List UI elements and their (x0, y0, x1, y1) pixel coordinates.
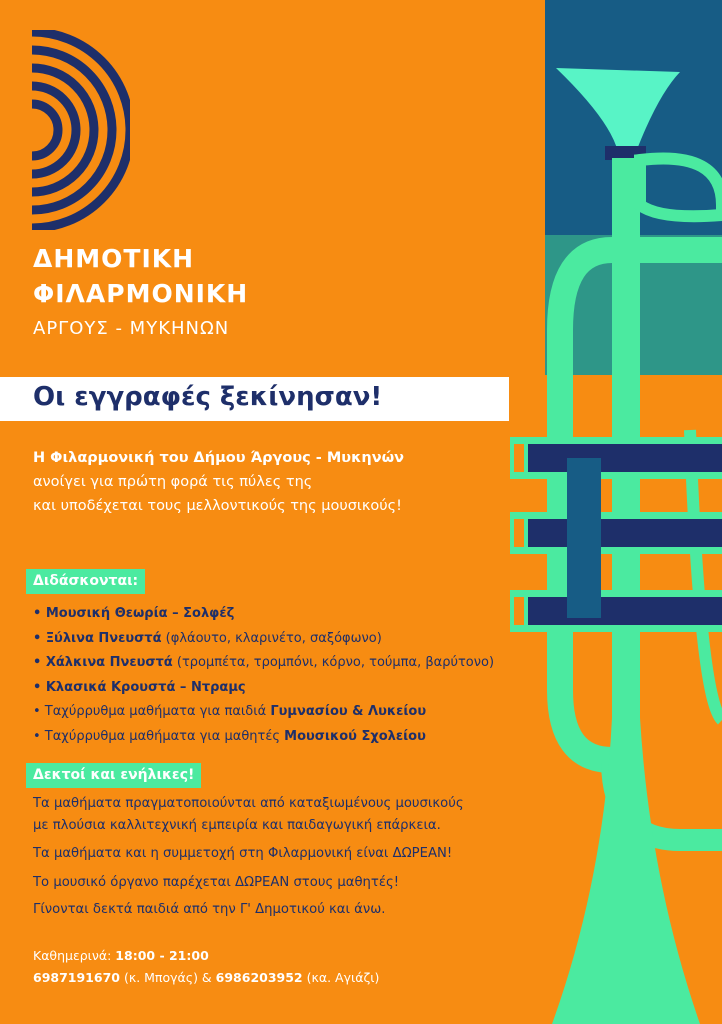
list-item: • Κλασικά Κρουστά – Ντραμς (33, 679, 246, 695)
list-item: • Ταχύρρυθμα μαθήματα για μαθητές Μουσικού Σχολείου (33, 728, 426, 744)
accepted-line: Γίνονται δεκτά παιδιά από την Γ' Δημοτικού και άνω. (33, 902, 386, 917)
phone-1: 6987191670 (33, 970, 120, 985)
logo-arcs-icon (30, 30, 130, 230)
list-item: • Ταχύρρυθμα μαθήματα για παιδιά Γυμνασίου & Λυκείου (33, 704, 427, 719)
taught-list (33, 602, 494, 749)
accepted-heading: Δεκτοί και ενήλικες! (26, 763, 201, 788)
phone-2: 6986203952 (215, 970, 303, 985)
phones: 6987191670 (κ. Μπογάς) & 6986203952 (κα. Αγιάζι) (33, 970, 380, 985)
accepted-line: με πλούσια καλλιτεχνική εμπειρία και παιδαγωγική επάρκεια. (33, 818, 441, 833)
headline: Οι εγγραφές ξεκίνησαν! (33, 382, 383, 412)
list-item: • Χάλκινα Πνευστά (τρομπέτα, τρομπόνι, κόρνο, τούμπα, βαρύτονο) (33, 655, 495, 670)
intro-bold-line: Η Φιλαρμονική του Δήμου Άργους - Μυκηνών (33, 450, 405, 466)
intro-text (33, 446, 404, 518)
accepted-line: Τα μαθήματα και η συμμετοχή στη Φιλαρμονική είναι ΔΩΡΕΑΝ! (33, 846, 453, 861)
hours: Καθημερινά: 18:00 - 21:00 (33, 948, 209, 963)
org-name-line3: ΑΡΓΟΥΣ - ΜΥΚΗΝΩΝ (33, 318, 230, 339)
org-name-line1: ΔΗΜΟΤΙΚΗ (33, 244, 195, 273)
accepted-line: Το μουσικό όργανο παρέχεται ΔΩΡΕΑΝ στους μαθητές! (33, 875, 399, 890)
accepted-line: Τα μαθήματα πραγματοποιούνται από καταξιωμένους μουσικούς (33, 796, 464, 811)
org-name-line2: ΦΙΛΑΡΜΟΝΙΚΗ (33, 279, 249, 308)
list-item: • Ξύλινα Πνευστά (φλάουτο, κλαρινέτο, σαξόφωνο) (33, 630, 382, 646)
list-item: • Μουσική Θεωρία – Σολφέζ (33, 606, 235, 621)
taught-heading: Διδάσκονται: (26, 569, 145, 594)
intro-line-2: ανοίγει για πρώτη φορά τις πύλες της (33, 474, 313, 490)
intro-line-3: και υποδέχεται τους μελλοντικούς της μουσικούς! (33, 498, 402, 514)
